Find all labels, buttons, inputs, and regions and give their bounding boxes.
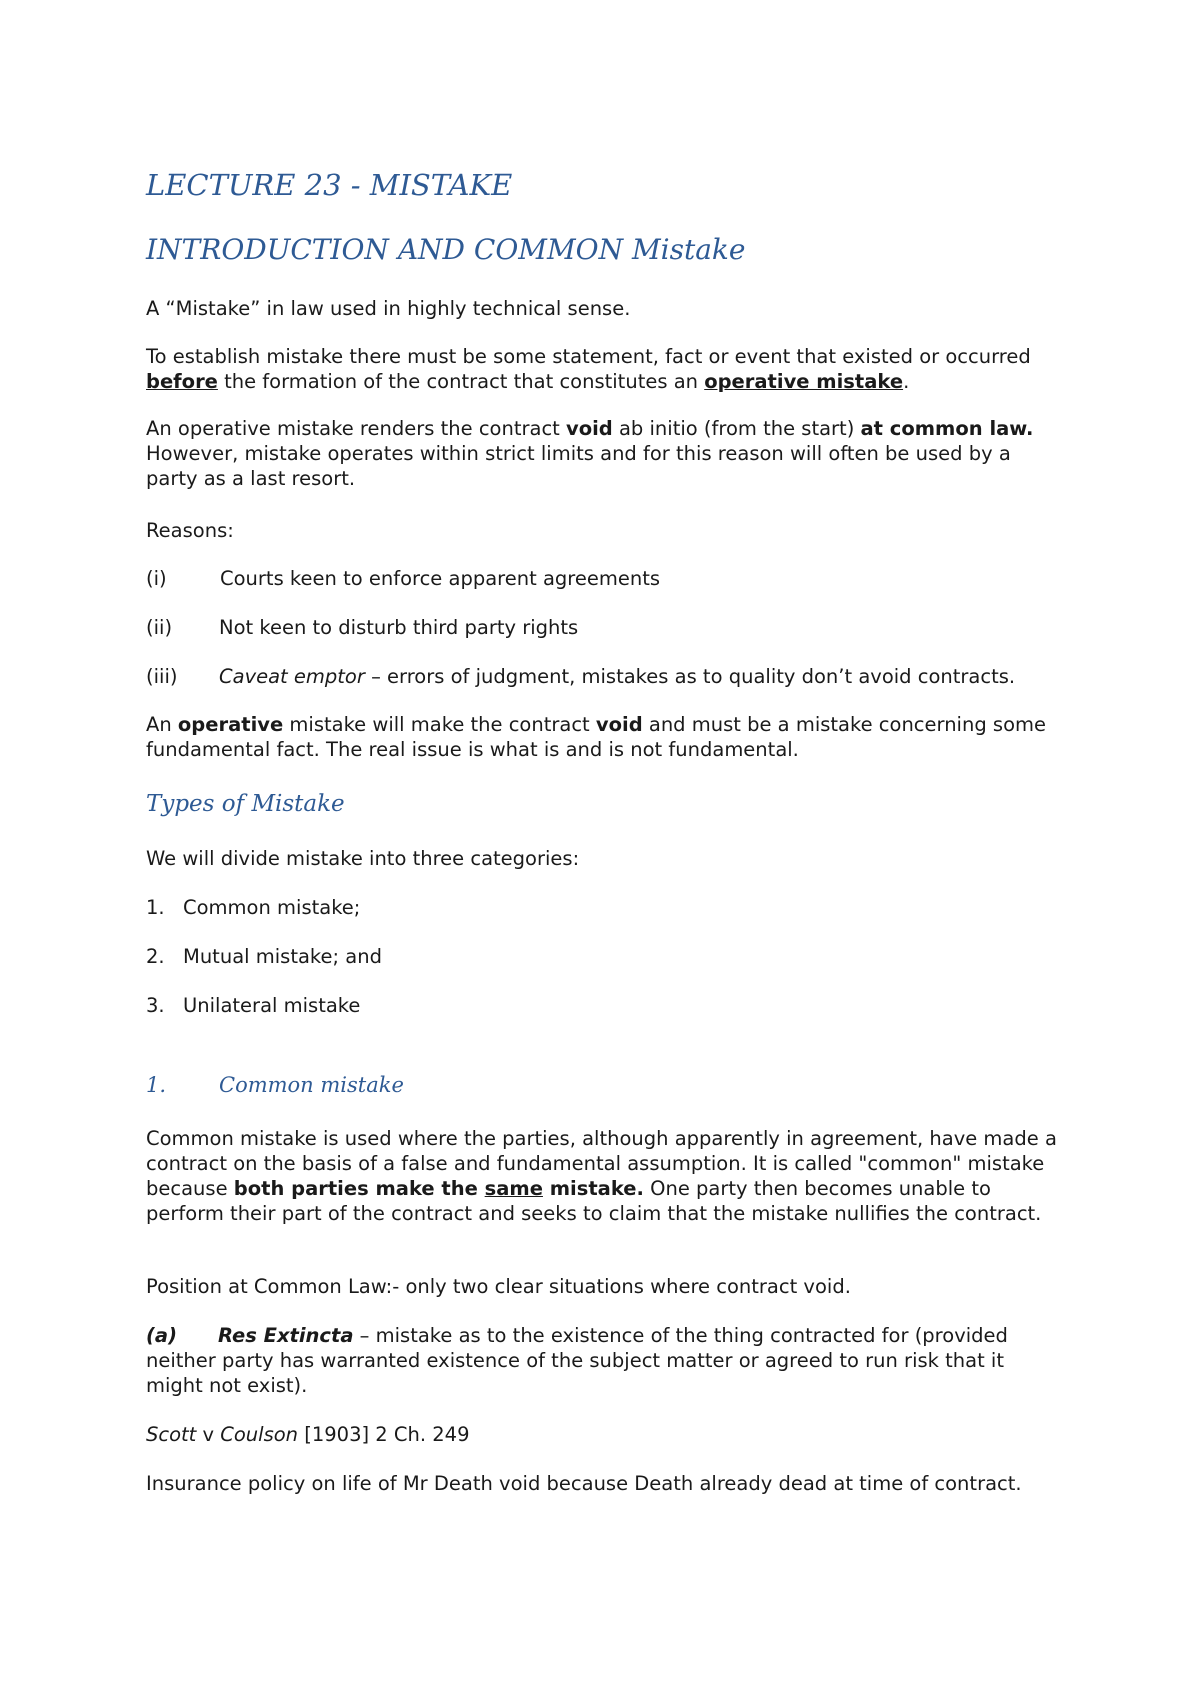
paragraph-operative-mistake: An operative mistake renders the contract void ab initio (from the start) at common law. However, mistake operates within strict limits and for this reason will often be used by a party as a last resort. — [146, 417, 1034, 490]
list-item-reason: (i) Courts keen to enforce apparent agreements — [146, 567, 661, 590]
emphasis-void: void — [566, 417, 613, 440]
paragraph-common-mistake: Common mistake is used where the parties, although apparently in agreement, have made a contract on the basis of a false and fundamental assumption. It is called "common" mistake because both parties make the same mistake. One party then becomes unable to perform their part of the contract and seeks to claim that the mistake nullifies the contract. — [146, 1127, 1057, 1225]
lecture-title: LECTURE 23 - MISTAKE — [146, 168, 513, 202]
list-item-reason: (ii) Not keen to disturb third party rights — [146, 616, 579, 639]
list-item-type: 1. Common mistake; — [146, 896, 361, 919]
list-item-type: 3. Unilateral mistake — [146, 994, 361, 1017]
emphasis-same: same — [484, 1177, 543, 1200]
heading-types-of-mistake: Types of Mistake — [146, 791, 345, 817]
reasons-label: Reasons: — [146, 519, 234, 542]
paragraph-types-intro: We will divide mistake into three categories: — [146, 847, 580, 870]
list-item-type: 2. Mutual mistake; and — [146, 945, 382, 968]
emphasis-operative: operative — [177, 713, 284, 736]
case-citation: Scott v Coulson [1903] 2 Ch. 249 — [146, 1423, 470, 1446]
paragraph-establish-mistake: To establish mistake there must be some statement, fact or event that existed or occurred before the formation of the contract that constitutes an operative mistake. — [146, 345, 1031, 393]
list-item-reason: (iii) Caveat emptor – errors of judgment, mistakes as to quality don’t avoid contracts. — [146, 665, 1016, 688]
paragraph-fundamental-fact: An operative mistake will make the contract void and must be a mistake concerning some fundamental fact. The real issue is what is and is not fundamental. — [146, 713, 1046, 761]
paragraph-res-extincta: (a) Res Extincta – mistake as to the existence of the thing contracted for (provided neither party has warranted existence of the subject matter or agreed to run risk that it might not exist). — [146, 1324, 1008, 1397]
emphasis-operative-mistake: operative mistake — [704, 370, 904, 393]
paragraph-mistake-definition: A “Mistake” in law used in highly technical sense. — [146, 297, 631, 320]
paragraph-case-summary: Insurance policy on life of Mr Death void because Death already dead at time of contract. — [146, 1472, 1022, 1495]
emphasis-at-common-law: at common law. — [860, 417, 1034, 440]
section-subtitle: INTRODUCTION AND COMMON Mistake — [146, 233, 746, 266]
emphasis-before: before — [146, 370, 218, 393]
emphasis-void: void — [595, 713, 643, 736]
emphasis-caveat-emptor: Caveat emptor — [219, 665, 365, 688]
term-res-extincta: Res Extincta — [217, 1324, 354, 1347]
heading-common-mistake: 1. Common mistake — [146, 1073, 404, 1097]
label-a: (a) — [146, 1324, 177, 1347]
paragraph-position-common-law: Position at Common Law:- only two clear situations where contract void. — [146, 1275, 851, 1298]
